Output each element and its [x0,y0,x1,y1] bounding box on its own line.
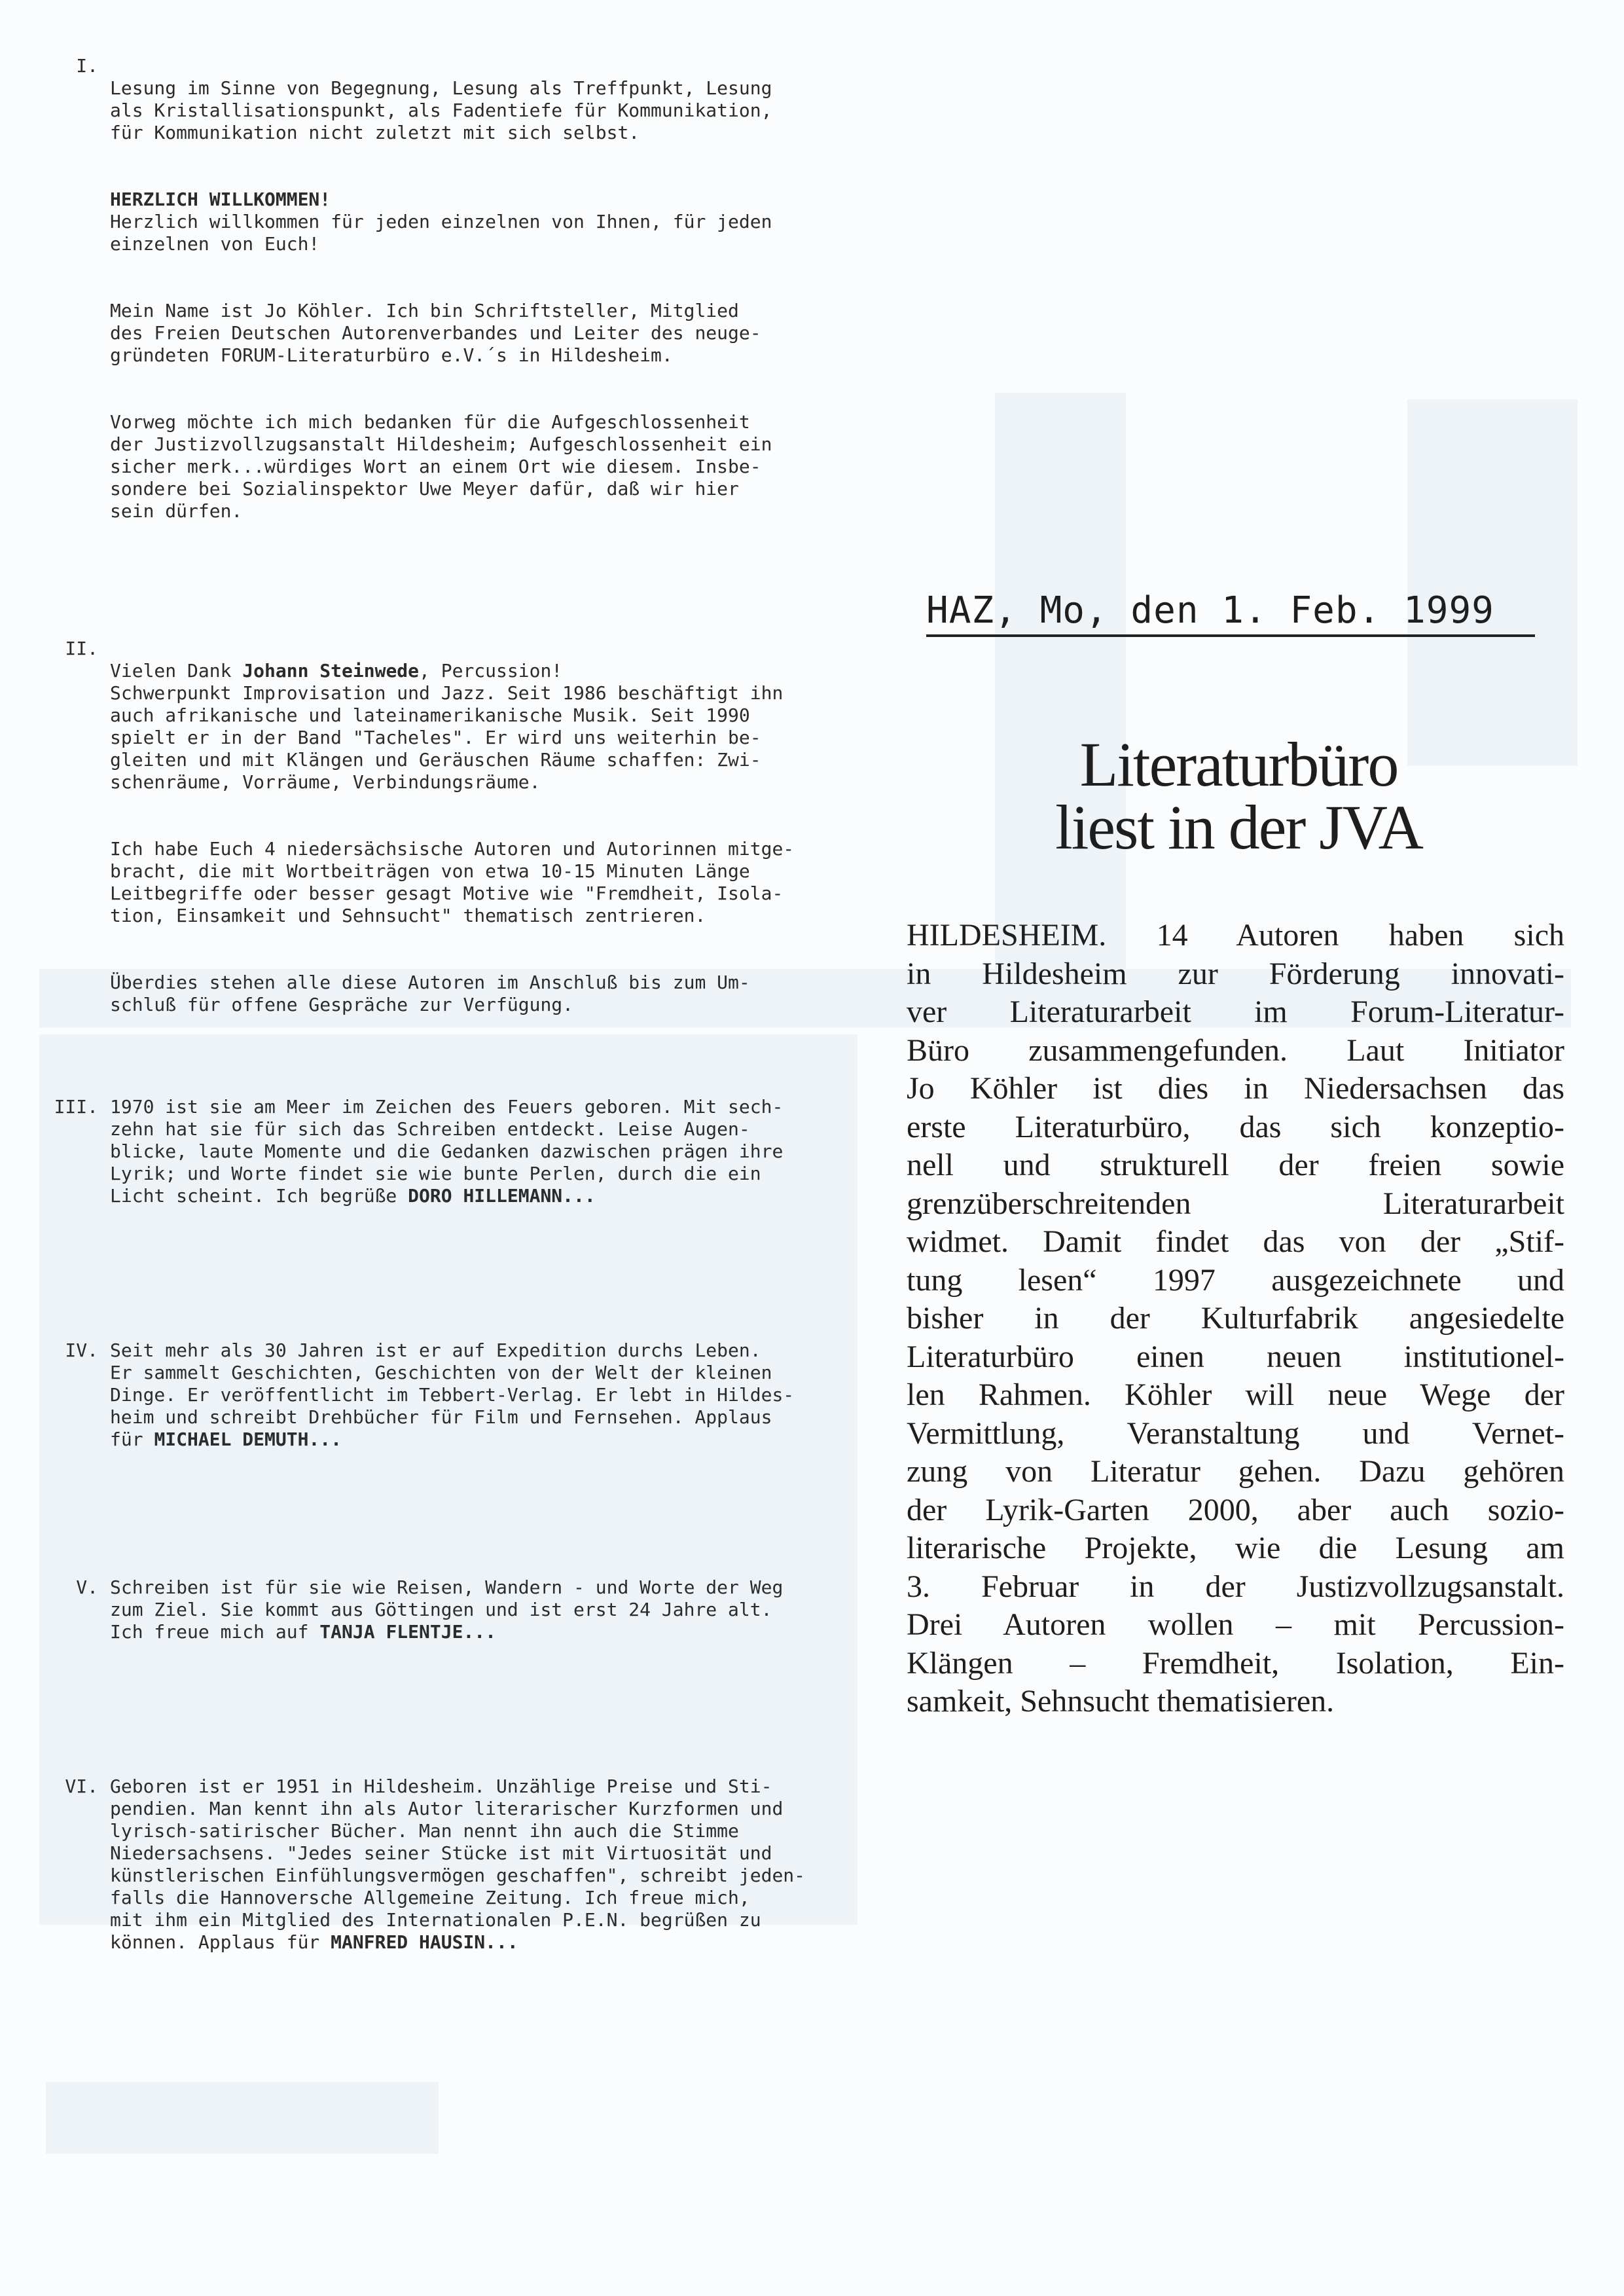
section-numeral: IV. [65,1339,98,1361]
article-line: in Hildesheim zur Förderung innovati- [907,956,1564,991]
clipping-headline: Literaturbüro liest in der JVA [1055,729,1422,862]
section-numeral: III. [54,1096,98,1118]
article-line: zung von Literatur gehen. Dazu gehören [907,1454,1564,1489]
speech-paragraph: Geboren ist er 1951 in Hildesheim. Unzählige Preise und Sti- pendien. Man kennt ihn als Autor literarischer Kurzformen und lyrisch-satirischer Bücher. Man nennt ihn auch die Stimme Niedersachsens. "Jedes seiner Stücke ist mit Virtuosität und künstlerischen Einfühlungsvermögen geschaffen", schreibt jeden- falls die Hannoversche Allgemeine Zeitung. Ich freue mich, mit ihm ein Mitglied des Internationalen P.E.N. begrüßen zu können. Applaus für MANFRED HAUSIN... [110,1776,806,1953]
article-line: literarische Projekte, wie die Lesung am [907,1531,1564,1565]
article-line: Literaturbüro einen neuen institutionel- [907,1339,1564,1374]
article-line: Büro zusammengefunden. Laut Initiator [907,1032,1564,1068]
speech-paragraph: Mein Name ist Jo Köhler. Ich bin Schriftsteller, Mitglied des Freien Deutschen Autorenverbandes und Leiter des neuge- gründeten FORUM-Literaturbüro e.V.´s in Hildesheim. [110,300,761,366]
speech-paragraph: Vorweg möchte ich mich bedanken für die Aufgeschlossenheit der Justizvollzugsanstalt Hildesheim; Aufgeschlossenheit ein sicher merk...würdiges Wort an einem Ort wie diesem. Insbe- sondere bei Sozialinspektor Uwe Meyer dafür, daß wir hier sein dürfen. [110,411,772,522]
clipping-article [907,917,1564,1721]
speech-paragraph: Schreiben ist für sie wie Reisen, Wandern - und Worte der Weg zum Ziel. Sie kommt aus Göttingen und ist erst 24 Jahre alt. Ich freue mich auf TANJA FLENTJE... [110,1576,784,1643]
speech-paragraph: Überdies stehen alle diese Autoren im Anschluß bis zum Um- schluß für offene Gespräche zur Verfügung. [110,972,750,1015]
speech-paragraph: Ich habe Euch 4 niedersächsische Autoren und Autorinnen mitge- bracht, die mit Wortbeiträgen von etwa 10-15 Minuten Länge Leitbegriffe oder besser gesagt Motive wie "Fremdheit, Isola- tion, Einsamkeit und Sehnsucht" thematisch zentrieren. [110,838,795,926]
performer-name: Johann Steinwede [242,660,420,682]
welcome-text: Herzlich willkommen für jeden einzelnen von Ihnen, für jeden einzelnen von Euch! [110,211,772,255]
showthrough-block [995,393,1126,982]
article-line: 3. Februar in der Justizvollzugsanstalt. [907,1569,1564,1604]
showthrough-block [1407,399,1578,766]
speech-paragraph: Vielen Dank Johann Steinwede, Percussion! Schwerpunkt Improvisation und Jazz. Seit 1986 beschäftigt ihn auch afrikanische und lateinamerikanische Musik. Seit 1990 spielt er in der Band "Tacheles". Er wird uns weiterhin be- gleiten und mit Klängen und Geräuschen Räume schaffen: Zwi- schenräume, Vorräume, Verbindungsräume. [110,660,784,793]
speech-paragraph: 1970 ist sie am Meer im Zeichen des Feuers geboren. Mit sech- zehn hat sie für sich das Schreiben entdeckt. Leise Augen- blicke, laute Momente und die Gedanken dazwischen prägen ihre Lyrik; und Worte findet sie wie bunte Perlen, durch die ein Licht scheint. Ich begrüße DORO HILLEMANN... [110,1096,784,1207]
speech-paragraph: Seit mehr als 30 Jahren ist er auf Expedition durchs Leben. Er sammelt Geschichten, Geschichten von der Welt der kleinen Dinge. Er veröffentlicht im Tebbert-Verlag. Er lebt in Hildes- heim und schreibt Drehbücher für Film und Fernsehen. Applaus für MICHAEL DEMUTH... [110,1339,795,1450]
article-line: erste Literaturbüro, das sich konzeptio- [907,1109,1564,1144]
section-numeral: II. [65,638,98,659]
article-line: samkeit, Sehnsucht thematisieren. [907,1684,1335,1719]
section-numeral: I. [76,55,98,77]
author-name: TANJA FLENTJE... [319,1621,497,1643]
clipping-dateline: HAZ, Mo, den 1. Feb. 1999 [926,589,1535,637]
section-numeral: VI. [65,1776,98,1797]
author-name: DORO HILLEMANN... [408,1185,596,1207]
article-line: Drei Autoren wollen – mit Percussion- [907,1607,1564,1642]
article-line: der Lyrik-Garten 2000, aber auch sozio- [907,1492,1564,1527]
article-line: Vermittlung, Veranstaltung und Vernet- [907,1415,1564,1451]
article-line: widmet. Damit findet das von der „Stif- [907,1224,1564,1259]
article-line: HILDESHEIM. 14 Autoren haben sich [907,918,1564,953]
article-line: nell und strukturell der freien sowie [907,1148,1564,1182]
article-line: Jo Köhler ist dies in Niedersachsen das [907,1071,1564,1106]
showthrough-block [46,2082,439,2154]
speech-paragraph-welcome [110,189,850,255]
section-numeral: V. [76,1576,98,1598]
article-line: ver Literaturarbeit im Forum-Literatur- [907,994,1564,1029]
author-name: MICHAEL DEMUTH... [154,1429,342,1450]
article-line: bisher in der Kulturfabrik angesiedelte [907,1301,1564,1336]
article-line: grenzüberschreitenden Literaturarbeit [907,1186,1564,1221]
welcome-heading: HERZLICH WILLKOMMEN! [110,189,331,210]
speech-paragraph: Lesung im Sinne von Begegnung, Lesung als Treffpunkt, Lesung als Kristallisationspunkt, als Fadentiefe für Kommunikation, für Kommunikation nicht zuletzt mit sich selbst. [110,77,772,143]
article-line: len Rahmen. Köhler will neue Wege der [907,1377,1564,1412]
author-name: MANFRED HAUSIN... [331,1931,518,1953]
article-line: Klängen – Fremdheit, Isolation, Ein- [907,1645,1564,1681]
article-line: tung lesen“ 1997 ausgezeichnete und [907,1262,1564,1298]
